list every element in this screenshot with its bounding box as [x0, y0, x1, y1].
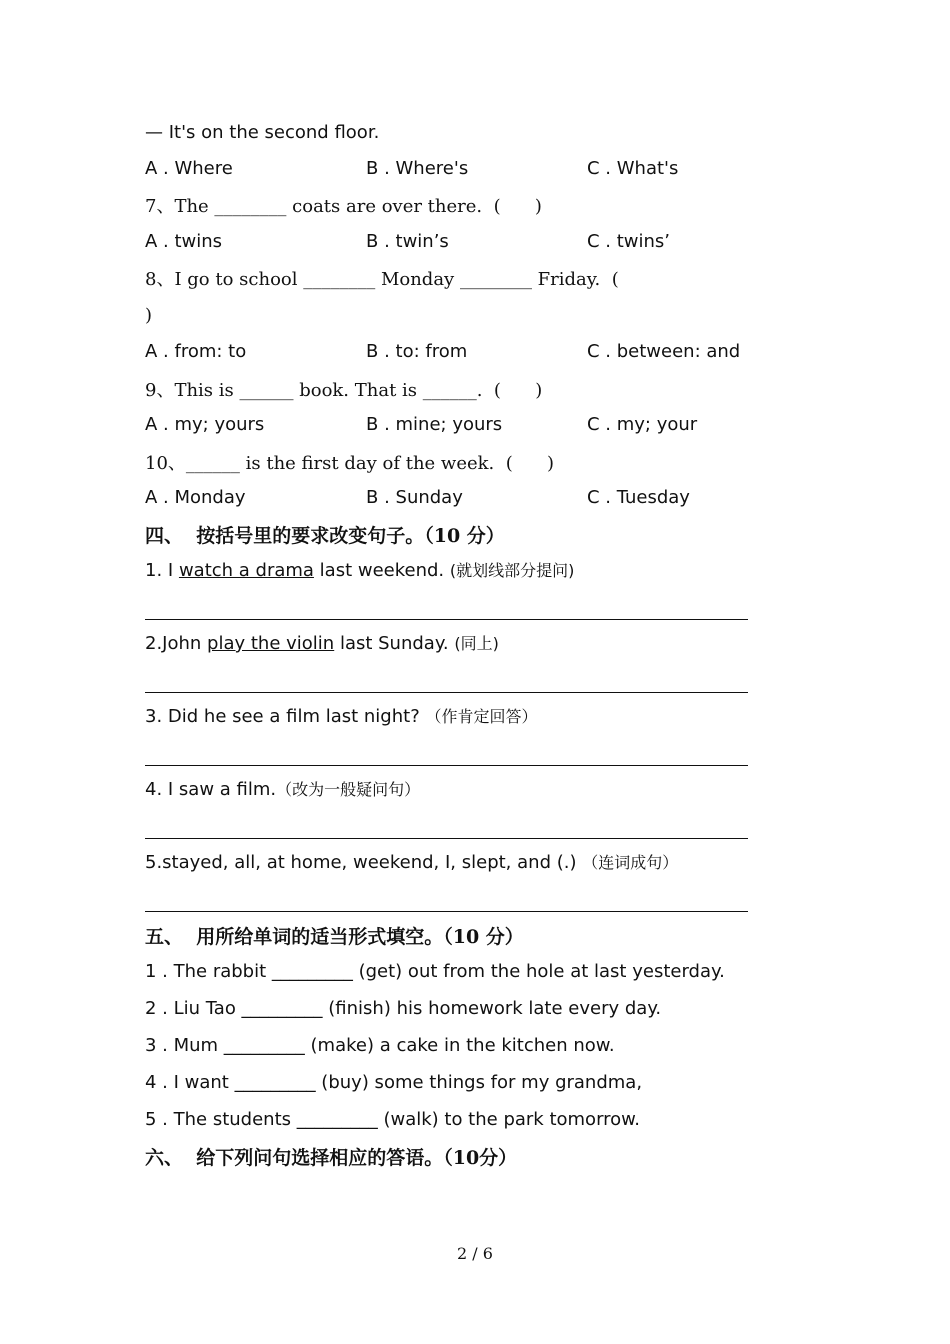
q8-option-a: A . from: to — [145, 341, 247, 362]
underlined-phrase: watch a drama — [178, 560, 314, 581]
answer-line-5[interactable] — [145, 911, 748, 912]
q10-option-a: A . Monday — [145, 487, 246, 508]
q7-option-c: C . twins’ — [587, 231, 671, 252]
q9-option-b: B . mine; yours — [366, 414, 503, 435]
question-7: 7、The ________ coats are over there. ( ) — [145, 196, 542, 217]
q6-option-c: C . What's — [587, 158, 679, 179]
s4-item-4: 4. I saw a film.（改为一般疑问句） — [145, 779, 421, 800]
answer-line-2[interactable] — [145, 692, 748, 693]
q6-option-b: B . Where's — [366, 158, 469, 179]
s5-item-3: 3 . Mum _________ (make) a cake in the kitchen now. — [145, 1035, 615, 1056]
q10-option-b: B . Sunday — [366, 487, 463, 508]
q8-option-c: C . between: and — [587, 341, 741, 362]
s5-item-5: 5 . The students _________ (walk) to the park tomorrow. — [145, 1109, 640, 1130]
answer-line-1[interactable] — [145, 619, 748, 620]
question-9: 9、This is ______ book. That is ______. ( ) — [145, 380, 543, 401]
s4-item-5: 5.stayed, all, at home, weekend, I, slept, and (.) （连词成句） — [145, 852, 679, 873]
section-6-heading: 六、 给下列问句选择相应的答语。（10分） — [145, 1147, 518, 1169]
q9-option-a: A . my; yours — [145, 414, 265, 435]
question-10: 10、______ is the first day of the week. ( ) — [145, 453, 555, 474]
section-5-heading: 五、 用所给单词的适当形式填空。（10 分） — [145, 926, 524, 948]
s5-item-2: 2 . Liu Tao _________ (finish) his homework late every day. — [145, 998, 662, 1019]
q7-option-b: B . twin’s — [366, 231, 449, 252]
s5-item-4: 4 . I want _________ (buy) some things for my grandma, — [145, 1072, 643, 1093]
question-8: 8、I go to school ________ Monday ________ Friday. ( — [145, 269, 619, 290]
section-4-heading: 四、 按括号里的要求改变句子。（10 分） — [145, 525, 505, 547]
s5-item-1: 1 . The rabbit _________ (get) out from the hole at last yesterday. — [145, 961, 725, 982]
previous-answer-line: — It's on the second floor. — [145, 122, 380, 143]
q6-option-a: A . Where — [145, 158, 233, 179]
underlined-phrase: play the violin — [207, 633, 335, 654]
q7-option-a: A . twins — [145, 231, 223, 252]
answer-line-3[interactable] — [145, 765, 748, 766]
page-number: 2 / 6 — [457, 1244, 493, 1263]
s4-item-1: 1. I watch a drama last weekend. (就划线部分提问) — [145, 560, 575, 581]
s4-item-2: 2.John play the violin last Sunday. (同上) — [145, 633, 499, 654]
q9-option-c: C . my; your — [587, 414, 698, 435]
s4-item-3: 3. Did he see a film last night? （作肯定回答） — [145, 706, 538, 727]
q10-option-c: C . Tuesday — [587, 487, 690, 508]
answer-line-4[interactable] — [145, 838, 748, 839]
q8-option-b: B . to: from — [366, 341, 468, 362]
question-8-bracket: ) — [145, 305, 153, 326]
